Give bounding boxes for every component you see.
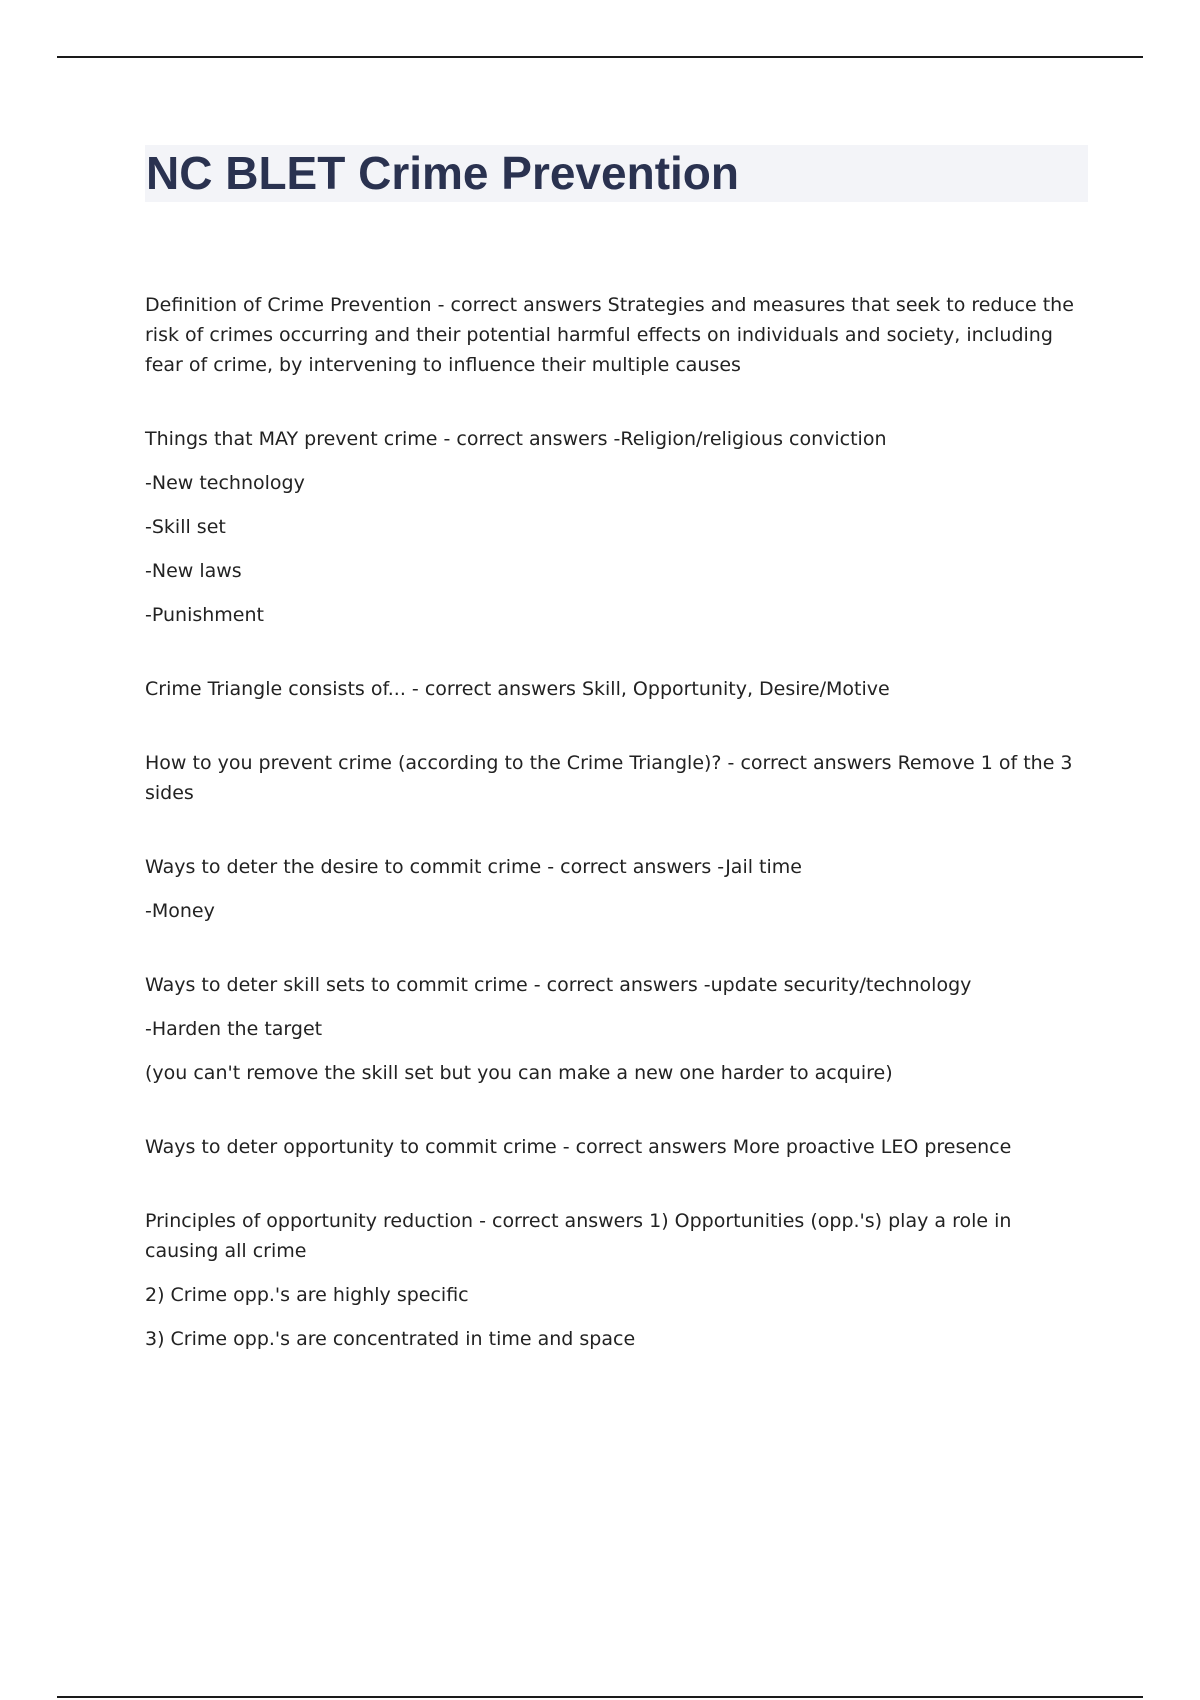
document-body (145, 290, 1090, 1398)
entry-definition (145, 290, 1090, 380)
entry-text: Definition of Crime Prevention - correct answers Strategies and measures that seek to reduce the risk of crimes occurring and their potential harmful effects on individuals and society, including fear of crime, by intervening to influence their multiple causes (145, 294, 1074, 376)
top-rule (57, 56, 1143, 58)
entry-prevent-triangle (145, 748, 1090, 808)
entry-deter-opportunity (145, 1132, 1090, 1162)
entry-text: -Harden the target (145, 1018, 323, 1040)
entry-text: 2) Crime opp.'s are highly specific (145, 1284, 469, 1306)
entry-text: Things that MAY prevent crime - correct answers -Religion/religious conviction (145, 428, 887, 450)
entry-text: -Punishment (145, 604, 264, 626)
bottom-rule (57, 1696, 1143, 1698)
page-title: NC BLET Crime Prevention (146, 147, 739, 199)
entry-crime-triangle (145, 674, 1090, 704)
entry-deter-skill (145, 970, 1090, 1088)
entry-text: Ways to deter skill sets to commit crime - correct answers -update security/technology (145, 974, 972, 996)
entry-text: -New technology (145, 472, 305, 494)
entry-may-prevent (145, 424, 1090, 630)
entry-text: -New laws (145, 560, 242, 582)
entry-deter-desire (145, 852, 1090, 926)
entry-text: Ways to deter the desire to commit crime - correct answers -Jail time (145, 856, 802, 878)
entry-text: 3) Crime opp.'s are concentrated in time and space (145, 1328, 636, 1350)
entry-text: -Money (145, 900, 215, 922)
entry-text: How to you prevent crime (according to the Crime Triangle)? - correct answers Remove 1 of the 3 sides (145, 752, 1073, 804)
entry-opportunity-principles (145, 1206, 1090, 1354)
entry-text: -Skill set (145, 516, 226, 538)
entry-text: Principles of opportunity reduction - correct answers 1) Opportunities (opp.'s) play a role in causing all crime (145, 1210, 1012, 1262)
entry-text: Crime Triangle consists of... - correct answers Skill, Opportunity, Desire/Motive (145, 678, 890, 700)
entry-text: Ways to deter opportunity to commit crime - correct answers More proactive LEO presence (145, 1136, 1012, 1158)
entry-text: (you can't remove the skill set but you can make a new one harder to acquire) (145, 1062, 893, 1084)
